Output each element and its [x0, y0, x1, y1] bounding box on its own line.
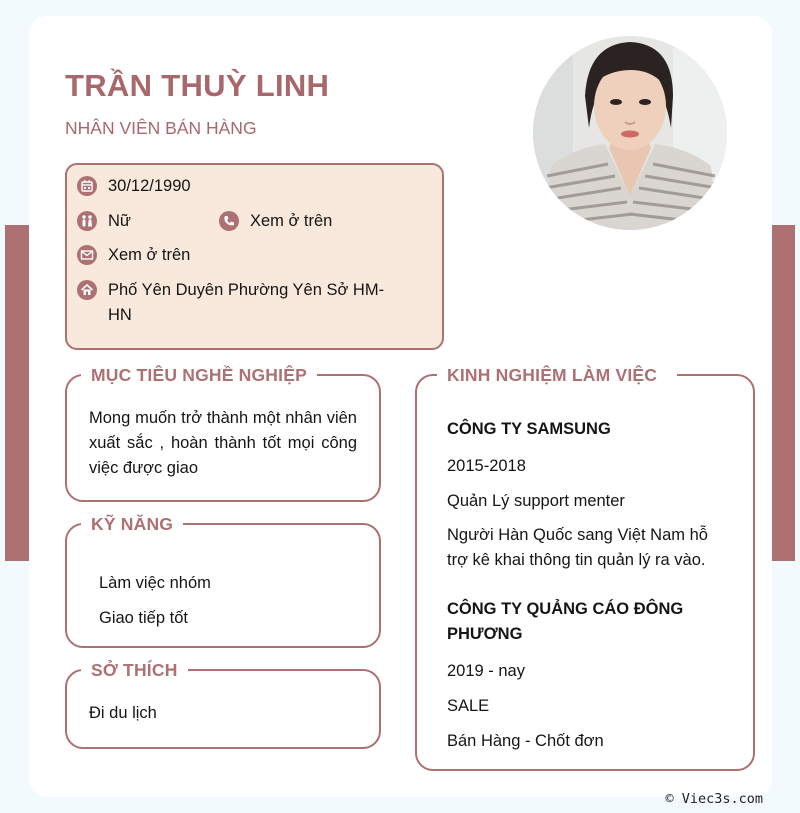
job-description: Người Hàn Quốc sang Việt Nam hỗ trợ kê khai thông tin quản lý ra vào. [447, 526, 708, 569]
right-accent-band [771, 225, 795, 561]
address-row [77, 278, 397, 328]
job-company: CÔNG TY SAMSUNG [447, 420, 611, 438]
gender-icon [77, 211, 97, 231]
email-icon [77, 245, 97, 265]
gender-row [77, 209, 131, 234]
job-role: SALE [447, 697, 490, 715]
job-description: Bán Hàng - Chốt đơn [447, 732, 604, 750]
hobby-text: Đi du lịch [89, 704, 157, 722]
skill-item: Giao tiếp tốt [99, 609, 188, 627]
birthday-row [77, 174, 191, 199]
skill-item: Làm việc nhóm [99, 574, 211, 592]
job-period: 2019 - nay [447, 662, 525, 680]
phone-icon [219, 211, 239, 231]
candidate-name: TRẦN THUỲ LINH [65, 68, 330, 103]
birthday-value: 30/12/1990 [108, 177, 191, 195]
skills-title: KỸ NĂNG [81, 512, 183, 536]
address-value: Phố Yên Duyên Phường Yên Sở HM-HN [108, 281, 385, 324]
phone-row [219, 209, 332, 234]
job-role: Quản Lý support menter [447, 492, 625, 510]
gender-value: Nữ [108, 212, 131, 230]
email-row [77, 243, 190, 268]
phone-value: Xem ở trên [250, 212, 333, 230]
avatar [533, 36, 727, 230]
email-value: Xem ở trên [108, 246, 191, 264]
job-company: CÔNG TY QUẢNG CÁO ĐÔNG PHƯƠNG [447, 600, 684, 643]
objective-text: Mong muốn trở thành một nhân viên xuất sắc , hoàn thành tốt mọi công việc được giao [89, 409, 357, 477]
job-period: 2015-2018 [447, 457, 526, 475]
left-accent-band [5, 225, 29, 561]
hobbies-title: SỞ THÍCH [81, 658, 188, 682]
home-icon [77, 280, 97, 300]
watermark: © Viec3s.com [665, 791, 763, 807]
objective-title: MỤC TIÊU NGHỀ NGHIỆP [81, 363, 317, 387]
calendar-icon [77, 176, 97, 196]
experience-title: KINH NGHIỆM LÀM VIỆC [437, 363, 677, 387]
candidate-job-title: NHÂN VIÊN BÁN HÀNG [65, 118, 257, 138]
